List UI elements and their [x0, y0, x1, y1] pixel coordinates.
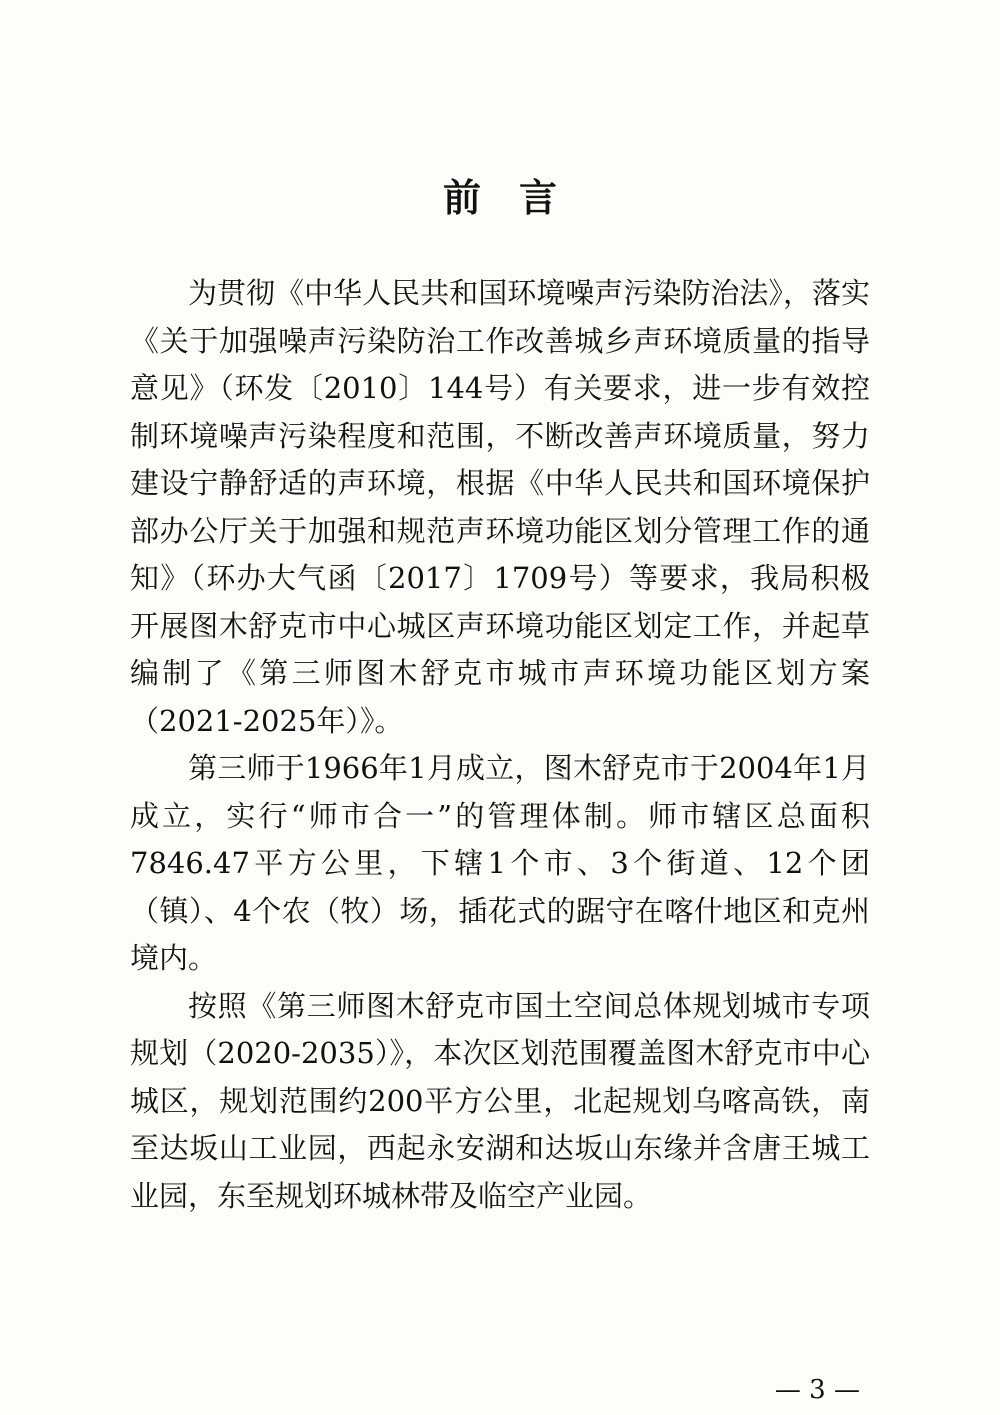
page-number: — 3 — — [774, 1375, 860, 1405]
page-title: 前言 — [442, 176, 595, 220]
document-body — [130, 270, 870, 1220]
paragraph: 第三师于1966年1月成立，图木舒克市于2004年1月成立，实行“师市合一”的管理体制。师市辖区总面积7846.47平方公里，下辖1个市、3个街道、12个团（镇）、4个农（牧）场，插花式的踞守在喀什地区和克州境内。 — [130, 751, 870, 975]
paragraph: 为贯彻《中华人民共和国环境噪声污染防治法》，落实《关于加强噪声污染防治工作改善城乡声环境质量的指导意见》（环发〔2010〕144号）有关要求，进一步有效控制环境噪声污染程度和范围，不断改善声环境质量，努力建设宁静舒适的声环境，根据《中华人民共和国环境保护部办公厅关于加强和规范声环境功能区划分管理工作的通知》（环办大气函〔2017〕1709号）等要求，我局积极开展图木舒克市中心城区声环境功能区划定工作，并起草编制了《第三师图木舒克市城市声环境功能区划方案（2021-2025年）》。 — [130, 276, 870, 738]
paragraph: 按照《第三师图木舒克市国土空间总体规划城市专项规划（2020-2035）》，本次区划范围覆盖图木舒克市中心城区，规划范围约200平方公里，北起规划乌喀高铁，南至达坂山工业园，西起永安湖和达坂山东缘并含唐王城工业园，东至规划环城林带及临空产业园。 — [130, 988, 870, 1213]
